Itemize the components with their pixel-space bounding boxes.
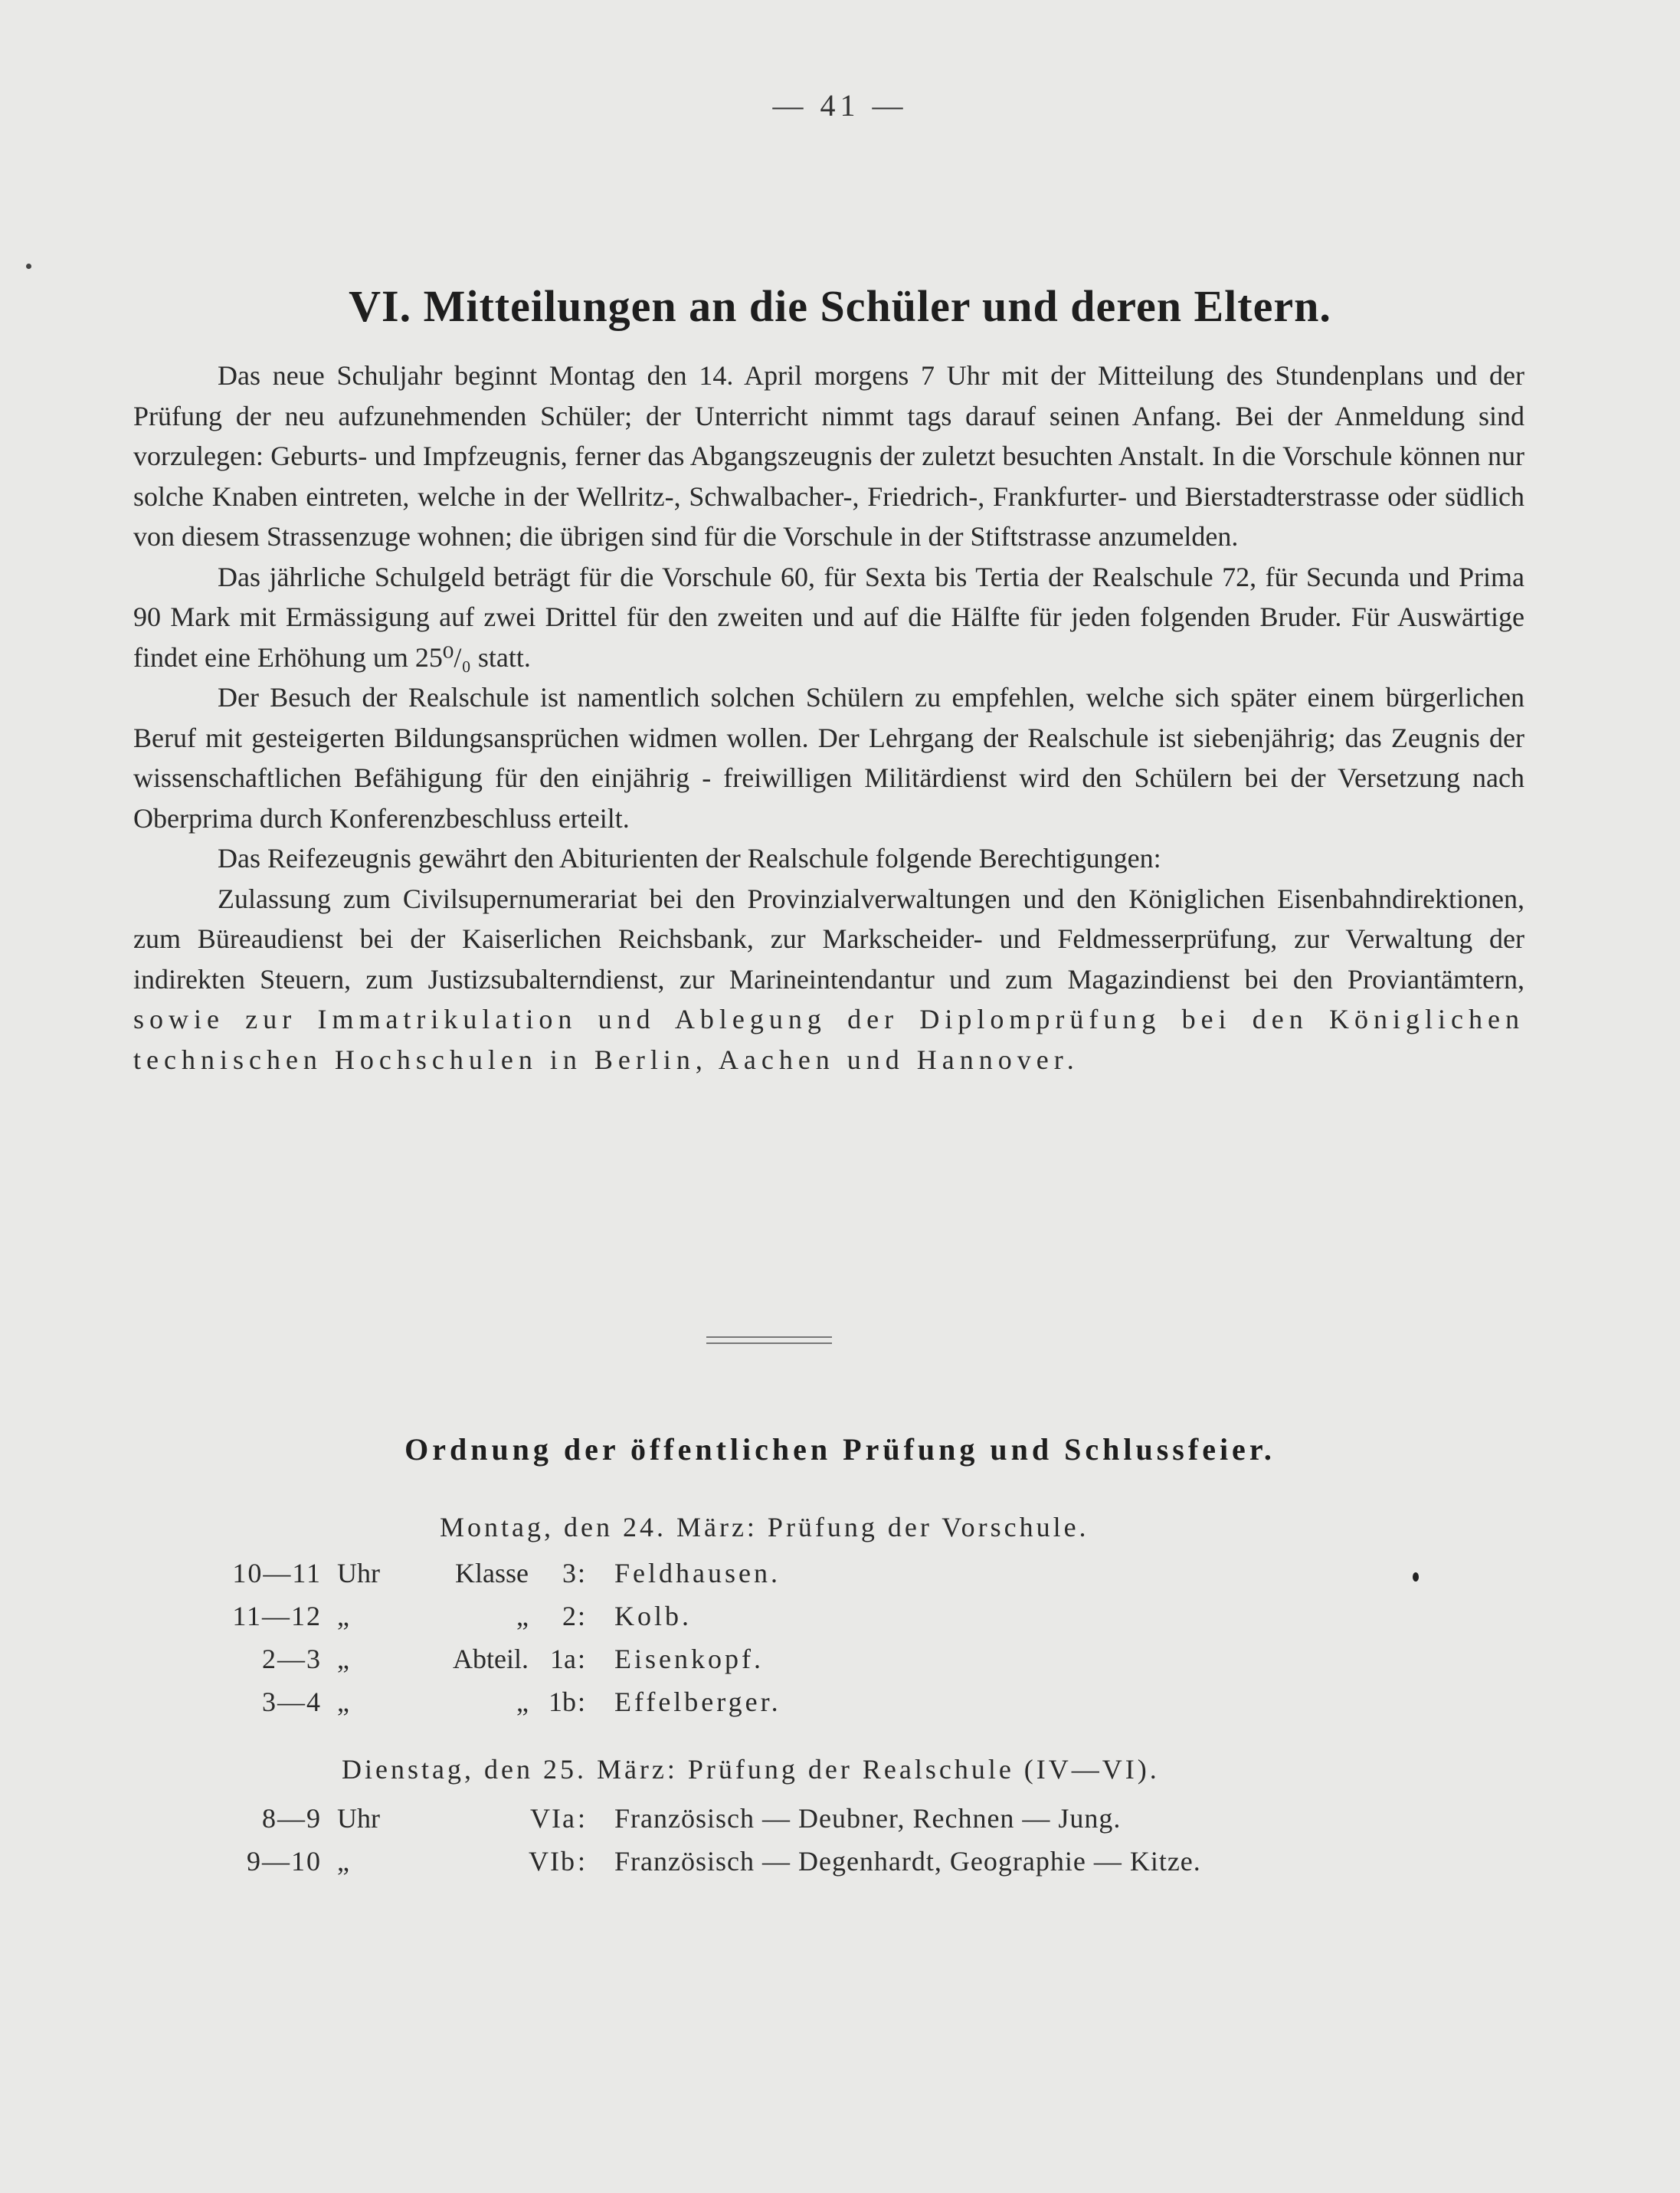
row-colon: : (578, 1687, 586, 1717)
row-colon: : (578, 1803, 586, 1834)
row-time: 9—10 (247, 1846, 322, 1877)
row-class-group: VIa (530, 1803, 576, 1834)
schedule-row (0, 1643, 1680, 1686)
rights-spaced: sowie zur Immatrikulation und Ablegung der Diplomprüfung bei den Königlichen technischen Hochschulen in Berlin, Aachen und Hannover. (133, 1004, 1524, 1075)
schedule-row (0, 1802, 1680, 1845)
row-teacher: Feldhausen. (614, 1558, 781, 1588)
tuesday-heading: Dienstag, den 25. März: Prüfung der Realschule (IV—VI). (342, 1754, 1160, 1785)
row-klasse: „ (516, 1687, 529, 1717)
row-colon: : (578, 1644, 586, 1674)
paragraph-school-fees: Das jährliche Schulgeld beträgt für die Vorschule 60, für Sexta bis Tertia der Realschule 72, für Secunda und Prima 90 Mark mit Ermässigung auf zwei Drittel für den zweiten und auf die Hälfte für jeden folgenden Bruder. Für Auswärtige findet eine Erhöhung um 25⁰/₀ statt. (133, 561, 1524, 673)
schedule-row (0, 1686, 1680, 1729)
row-time: 3—4 (262, 1687, 322, 1717)
row-time: 11—12 (232, 1601, 322, 1631)
row-colon: : (578, 1601, 586, 1631)
row-time: 10—11 (232, 1558, 322, 1588)
row-time: 2—3 (262, 1644, 322, 1674)
row-subjects: Französisch — Deubner, Rechnen — Jung. (614, 1803, 1122, 1834)
row-uhr: „ (337, 1601, 349, 1631)
row-klasse: „ (516, 1601, 529, 1631)
body-text (133, 356, 1524, 1080)
row-time: 8—9 (262, 1803, 322, 1834)
row-uhr: „ (337, 1846, 349, 1877)
row-uhr: „ (337, 1687, 349, 1717)
margin-speck (26, 264, 31, 269)
section-title: VI. Mitteilungen an die Schüler und deren Eltern. (349, 281, 1331, 331)
row-klasse: Klasse (455, 1558, 529, 1588)
row-class-number: 3 (562, 1558, 576, 1588)
section-divider (706, 1336, 832, 1344)
rights-lead: Zulassung zum Civilsupernumerariat bei den Provinzialverwaltungen und den Königlichen Eisenbahndirektionen, zum Büreaudienst bei der Kaiserlichen Reichsbank, zur Markscheider- und Feldmesserprüfung, zur Verwaltung der indirekten Steuern, zum Justizsubalterndienst, zur Marineintendantur und zum Magazindienst bei den Proviantämtern, (133, 883, 1524, 995)
row-class-group: VIb (529, 1846, 576, 1877)
row-klasse: Abteil. (453, 1644, 529, 1674)
paragraph-rights (133, 879, 1524, 1080)
paragraph-realschule: Der Besuch der Realschule ist namentlich solchen Schülern zu empfehlen, welche sich später einem bürgerlichen Beruf mit gesteigerten Bildungsansprüchen widmen wollen. Der Lehrgang der Realschule ist siebenjährig; das Zeugnis der wissenschaftlichen Befähigung für den einjährig - freiwilligen Militärdienst wird den Schülern bei der Versetzung nach Oberprima durch Konferenzbeschluss erteilt. (133, 682, 1524, 834)
row-teacher: Kolb. (614, 1601, 692, 1631)
row-class-number: 1a (550, 1644, 576, 1674)
row-uhr: „ (337, 1644, 349, 1674)
row-class-number: 1b (549, 1687, 576, 1717)
page-number: — 41 — (772, 88, 908, 123)
paragraph-reifezeugnis: Das Reifezeugnis gewährt den Abiturienten der Realschule folgende Berechtigungen: (218, 843, 1161, 874)
row-teacher: Eisenkopf. (614, 1644, 764, 1674)
row-class-number: 2 (562, 1601, 576, 1631)
ink-mark (1413, 1572, 1419, 1582)
row-colon: : (578, 1846, 586, 1877)
paragraph-enrollment: Das neue Schuljahr beginnt Montag den 14. April morgens 7 Uhr mit der Mitteilung des Stundenplans und der Prüfung der neu aufzunehmenden Schüler; der Unterricht nimmt tags darauf seinen Anfang. Bei der Anmeldung sind vorzulegen: Geburts- und Impfzeugnis, ferner das Abgangszeugnis der zuletzt besuchten Anstalt. In die Vorschule können nur solche Knaben eintreten, welche in der Wellritz-, Schwalbacher-, Friedrich-, Frankfurter- und Bierstadterstrasse oder südlich von diesem Strassenzuge wohnen; die übrigen sind für die Vorschule in der Stiftstrasse anzumelden. (133, 360, 1524, 552)
schedule-row (0, 1845, 1680, 1888)
row-subjects: Französisch — Degenhardt, Geographie — Kitze. (614, 1846, 1201, 1877)
row-teacher: Effelberger. (614, 1687, 781, 1717)
exam-section-title: Ordnung der öffentlichen Prüfung und Schlussfeier. (404, 1432, 1276, 1467)
schedule-row (0, 1600, 1680, 1643)
monday-heading: Montag, den 24. März: Prüfung der Vorschule. (440, 1512, 1089, 1542)
row-uhr: Uhr (337, 1803, 380, 1834)
row-colon: : (578, 1558, 586, 1588)
schedule-row (0, 1557, 1680, 1600)
row-uhr: Uhr (337, 1558, 380, 1588)
